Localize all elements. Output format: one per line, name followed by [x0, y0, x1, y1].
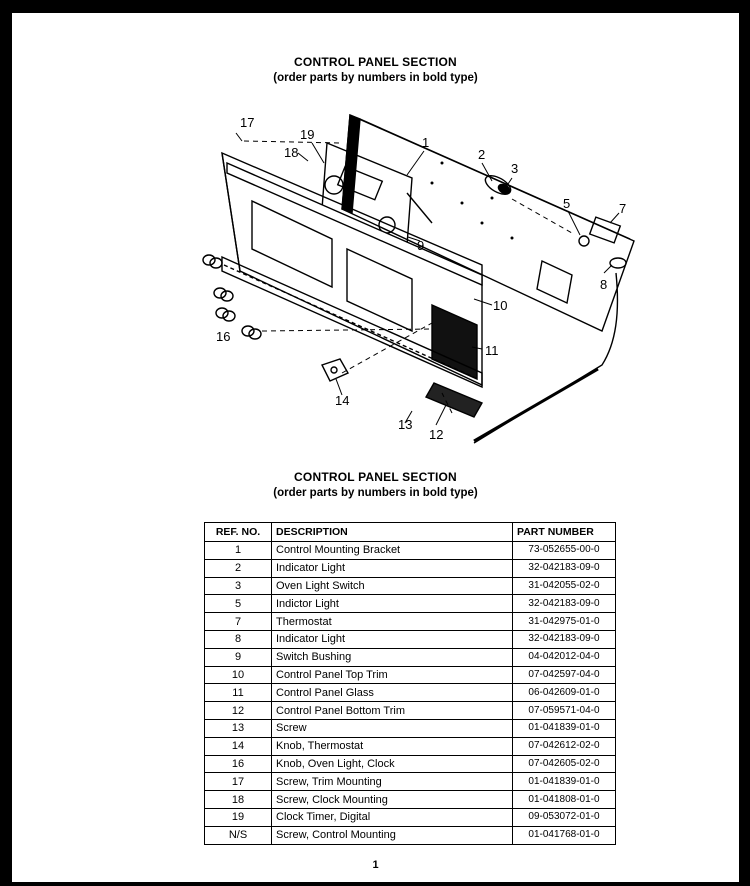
ref-cell: 17 [205, 773, 272, 791]
ref-cell: 16 [205, 755, 272, 773]
ref-cell: N/S [205, 826, 272, 844]
page-title: CONTROL PANEL SECTION [294, 55, 457, 69]
part-number-cell: 31-042975-01-0 [513, 613, 616, 631]
description-cell: Knob, Oven Light, Clock [272, 755, 513, 773]
part-number-cell: 32-042183-09-0 [513, 559, 616, 577]
ref-cell: 2 [205, 559, 272, 577]
column-header-description: DESCRIPTION [272, 523, 513, 542]
part-number-cell: 04-042012-04-0 [513, 648, 616, 666]
ref-cell: 1 [205, 542, 272, 560]
callout-12: 12 [429, 427, 444, 442]
callout-13: 13 [398, 417, 413, 432]
ref-cell: 3 [205, 577, 272, 595]
callout-3: 3 [511, 161, 519, 176]
part-number-cell: 01-041768-01-0 [513, 826, 616, 844]
description-cell: Screw, Clock Mounting [272, 791, 513, 809]
description-cell: Screw, Trim Mounting [272, 773, 513, 791]
page-number: 1 [372, 859, 379, 871]
column-header-part-number: PART NUMBER [513, 523, 616, 542]
table-row [205, 684, 616, 702]
callout-14: 14 [335, 393, 350, 408]
part-number-cell: 32-042183-09-0 [513, 595, 616, 613]
description-cell: Knob, Thermostat [272, 737, 513, 755]
table-row [205, 542, 616, 560]
table-row [205, 666, 616, 684]
page-subtitle: (order parts by numbers in bold type) [273, 72, 478, 84]
description-cell: Clock Timer, Digital [272, 808, 513, 826]
callout-8: 8 [600, 277, 608, 292]
table-row [205, 559, 616, 577]
callout-9: 9 [417, 238, 425, 253]
table-row [205, 577, 616, 595]
callout-1: 1 [422, 135, 430, 150]
table-header-row [205, 523, 616, 542]
part-number-cell: 31-042055-02-0 [513, 577, 616, 595]
exploded-parts-diagram [12, 13, 739, 453]
callout-11: 11 [485, 343, 499, 358]
ref-cell: 19 [205, 808, 272, 826]
callout-17: 17 [240, 115, 255, 130]
table-row [205, 773, 616, 791]
parts-table-body [205, 542, 616, 845]
callout-16: 16 [216, 329, 231, 344]
table-row [205, 719, 616, 737]
ref-cell: 12 [205, 702, 272, 720]
part-number-cell: 07-059571-04-0 [513, 702, 616, 720]
ref-cell: 11 [205, 684, 272, 702]
description-cell: Control Panel Glass [272, 684, 513, 702]
ref-cell: 5 [205, 595, 272, 613]
table-subtitle: (order parts by numbers in bold type) [273, 487, 478, 499]
table-row [205, 613, 616, 631]
description-cell: Indicator Light [272, 630, 513, 648]
table-row [205, 737, 616, 755]
callout-18: 18 [284, 145, 299, 160]
callout-7: 7 [619, 201, 627, 216]
description-cell: Indictor Light [272, 595, 513, 613]
ref-cell: 18 [205, 791, 272, 809]
description-cell: Thermostat [272, 613, 513, 631]
column-header-ref: REF. NO. [205, 523, 272, 542]
table-row [205, 648, 616, 666]
table-row [205, 826, 616, 844]
ref-cell: 7 [205, 613, 272, 631]
table-row [205, 808, 616, 826]
part-number-cell: 32-042183-09-0 [513, 630, 616, 648]
part-number-cell: 07-042612-02-0 [513, 737, 616, 755]
description-cell: Indicator Light [272, 559, 513, 577]
description-cell: Control Mounting Bracket [272, 542, 513, 560]
ref-cell: 8 [205, 630, 272, 648]
part-number-cell: 06-042609-01-0 [513, 684, 616, 702]
callout-2: 2 [478, 147, 486, 162]
callout-19: 19 [300, 127, 315, 142]
table-row [205, 595, 616, 613]
table-row [205, 755, 616, 773]
callout-5: 5 [563, 196, 571, 211]
table-title: CONTROL PANEL SECTION [294, 470, 457, 484]
document-page [12, 13, 739, 882]
table-row [205, 630, 616, 648]
description-cell: Control Panel Top Trim [272, 666, 513, 684]
part-number-cell: 01-041839-01-0 [513, 773, 616, 791]
ref-cell: 10 [205, 666, 272, 684]
parts-table [204, 522, 616, 845]
part-number-cell: 09-053072-01-0 [513, 808, 616, 826]
table-row [205, 702, 616, 720]
part-number-cell: 07-042605-02-0 [513, 755, 616, 773]
part-number-cell: 07-042597-04-0 [513, 666, 616, 684]
description-cell: Screw [272, 719, 513, 737]
ref-cell: 13 [205, 719, 272, 737]
description-cell: Oven Light Switch [272, 577, 513, 595]
ref-cell: 14 [205, 737, 272, 755]
ref-cell: 9 [205, 648, 272, 666]
description-cell: Control Panel Bottom Trim [272, 702, 513, 720]
table-row [205, 791, 616, 809]
description-cell: Screw, Control Mounting [272, 826, 513, 844]
callout-10: 10 [493, 298, 508, 313]
part-number-cell: 01-041839-01-0 [513, 719, 616, 737]
part-number-cell: 01-041808-01-0 [513, 791, 616, 809]
part-number-cell: 73-052655-00-0 [513, 542, 616, 560]
description-cell: Switch Bushing [272, 648, 513, 666]
